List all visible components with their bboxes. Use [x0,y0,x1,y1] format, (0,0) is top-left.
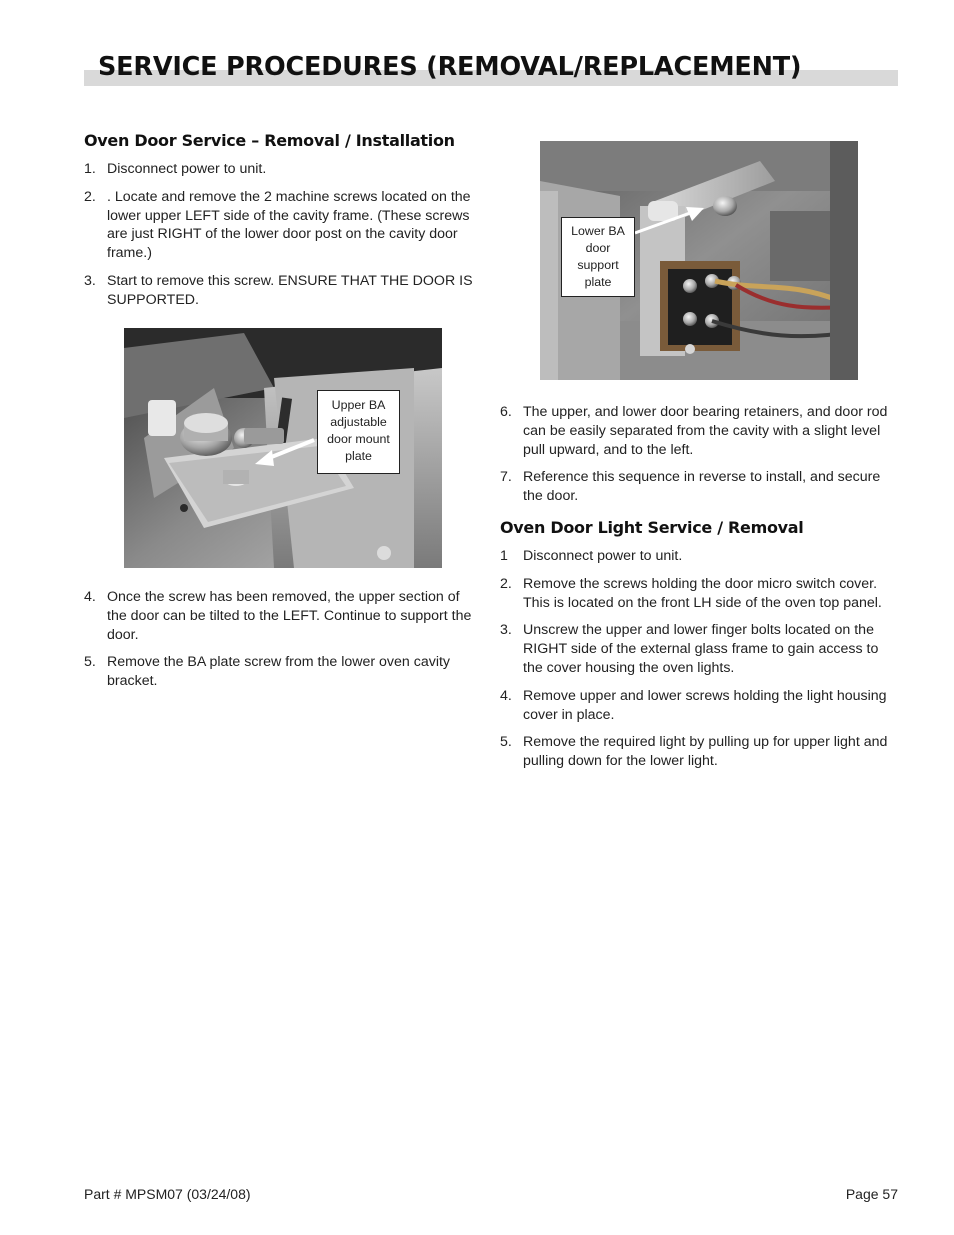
footer-part-number: Part # MPSM07 (03/24/08) [84,1186,251,1202]
list-item: 4. Once the screw has been removed, the upper section of the door can be tilted to the LEFT. Continue to support the door. [84,589,472,643]
list-item: 5. Remove the required light by pulling up for upper light and pulling down for the lower light. [500,734,888,770]
list-item: 6. The upper, and lower door bearing retainers, and door rod can be easily separated from the cavity with a slight level pull upward, and to the left. [500,404,888,458]
door-light-heading: Oven Door Light Service / Removal [500,518,804,537]
list-item: 1 Disconnect power to unit. [500,548,683,564]
upper-ba-photo [124,328,442,568]
list-item: 2. Remove the screws holding the door micro switch cover. This is located on the front LH side of the oven top panel. [500,575,882,611]
door-light-steps [500,547,900,780]
oven-door-heading: Oven Door Service – Removal / Installation [84,131,455,150]
oven-door-steps-c [500,403,900,515]
lower-ba-photo [540,141,858,380]
list-item: 3. Start to remove this screw. ENSURE THAT THE DOOR IS SUPPORTED. [84,272,473,308]
list-item: 3. Unscrew the upper and lower finger bolts located on the RIGHT side of the external glass frame to gain access to the cover housing the oven lights. [500,622,879,676]
list-item: 1. Disconnect power to unit. [84,161,267,177]
list-item: 7. Reference this sequence in reverse to install, and secure the door. [500,469,881,505]
footer-page-number: Page 57 [845,1186,898,1202]
upper-ba-callout: Upper BA adjustable door mount plate [317,390,400,474]
list-item: 5. Remove the BA plate screw from the lower oven cavity bracket. [84,654,451,690]
oven-door-steps-b [84,588,482,700]
page-title: SERVICE PROCEDURES (REMOVAL/REPLACEMENT) [98,52,802,82]
lower-ba-callout: Lower BA door support plate [561,217,635,297]
list-item: 4. Remove upper and lower screws holding the light housing cover in place. [500,687,887,723]
list-item: 2. . Locate and remove the 2 machine screws located on the lower upper LEFT side of the cavity frame. (These screws are just RIGHT of the lower door post on the cavity door frame.) [84,188,471,262]
oven-door-steps-a [84,160,482,319]
